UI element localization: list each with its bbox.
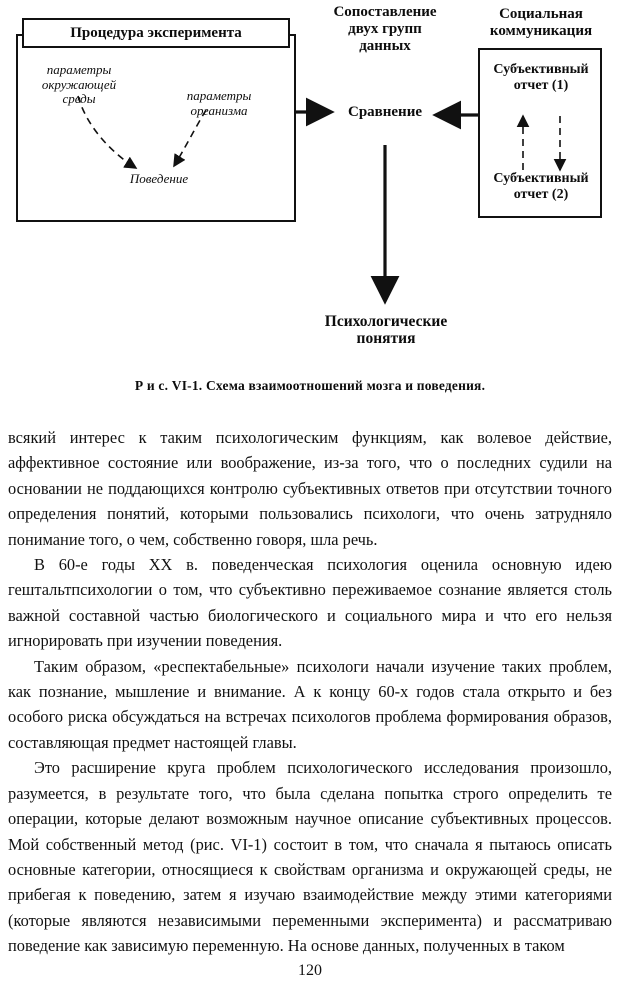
experiment-procedure-title: Процедура эксперимента [22, 18, 290, 48]
paragraph: Таким образом, «респектабельные» психологи начали изучение таких проблем, как познание, мышление и внимание. А к концу 60-х годов стала открыто и без особого риска обсуждаться на встречах психологов проблема формирования образов, составляющая предмет настоящей главы. [8, 656, 612, 752]
page-number: 120 [298, 962, 322, 979]
behavior-label: Поведение [129, 171, 189, 186]
paragraph: Это расширение круга проблем психологического исследования произошло, разумеется, в результате того, что была сделана попытка строго определить те операции, которые делают возможным научное описание субъективных процессов. Мой собственный метод (рис. VI-1) состоит в том, что сначала я пытаюсь описать основные категории, относящиеся к свойствам организма и окружающей среды, не прибегая к поведению, затем я изучаю взаимодействие между этими категориями (которые являются независимыми переменными эксперимента) и рассматриваю поведение как зависимую переменную. На основе данных, полученных в таком [8, 758, 612, 956]
paragraph: В 60-е годы XX в. поведенческая психология оценила основную идею гештальтпсихологии о том, что субъективно переживаемое сознание является столь важной составной частью биологического и социального мира и что его нельзя игнорировать при изучении поведения. [8, 555, 612, 651]
psychological-concepts-node: Психологические понятия [324, 313, 448, 348]
data-comparison-title: Сопоставление двух групп данных [333, 4, 437, 54]
subjective-report-1: Субъективный отчет (1) [493, 62, 589, 94]
body-text [8, 425, 612, 959]
comparison-node: Сравнение [347, 104, 423, 120]
figure-caption: Р и с. VI-1. Схема взаимоотношений мозга и поведения. [134, 378, 486, 393]
social-communication-title: Социальная коммуникация [489, 6, 593, 39]
organism-parameters-label: параметры организма [186, 88, 252, 118]
environment-parameters-label: параметры окружающей среды [41, 62, 117, 107]
figure-vi-1 [0, 0, 620, 400]
subjective-report-2: Субъективный отчет (2) [493, 171, 589, 203]
paragraph: всякий интерес к таким психологическим функциям, как волевое действие, аффективное состояние или воображение, из-за того, что о последних судили на основании не поддающихся контролю субъективных ответов при отсутствии точного определения понятий, которыми пользовались психологи, что очень затрудняло понимание того, о чем, собственно говоря, шла речь. [8, 428, 612, 549]
